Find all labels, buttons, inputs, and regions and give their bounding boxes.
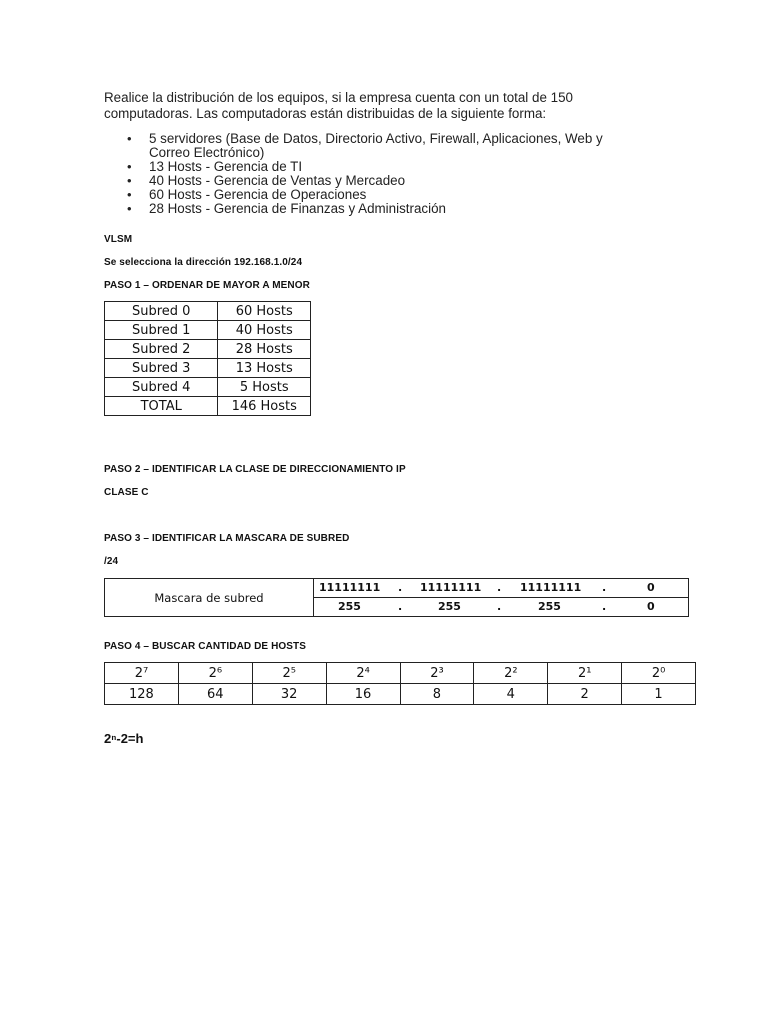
table-row bbox=[105, 397, 311, 416]
requirements-list bbox=[104, 132, 684, 216]
power-exponent: 2³ bbox=[400, 663, 474, 684]
list-item bbox=[149, 132, 684, 160]
power-value: 1 bbox=[622, 684, 696, 705]
table-row bbox=[105, 579, 689, 598]
subnet-name: TOTAL bbox=[105, 397, 218, 416]
mask-cell: . bbox=[497, 581, 502, 594]
power-exponent: 2⁷ bbox=[105, 663, 179, 684]
list-item-text: • 5 servidores (Base de Datos, Directorio Activo, Firewall, Aplicaciones, Web y bbox=[149, 131, 603, 146]
mask-cell: 255 bbox=[438, 600, 461, 613]
subnet-hosts: 60 Hosts bbox=[218, 302, 311, 321]
mask-cell: 255 bbox=[338, 600, 361, 613]
mask-cell: . bbox=[398, 600, 403, 613]
subnet-hosts: 28 Hosts bbox=[218, 340, 311, 359]
mask-cell: . bbox=[497, 600, 502, 613]
subnet-name: Subred 4 bbox=[105, 378, 218, 397]
heading-paso2: PASO 2 – IDENTIFICAR LA CLASE DE DIRECCIONAMIENTO IP bbox=[104, 464, 406, 475]
subnet-table bbox=[104, 301, 311, 416]
subnet-name: Subred 0 bbox=[105, 302, 218, 321]
mask-cell: . bbox=[602, 600, 607, 613]
list-item: • 60 Hosts - Gerencia de Operaciones bbox=[149, 188, 684, 202]
heading-address: Se selecciona la dirección 192.168.1.0/24 bbox=[104, 257, 303, 268]
power-value: 128 bbox=[105, 684, 179, 705]
subnet-name: Subred 3 bbox=[105, 359, 218, 378]
power-value: 4 bbox=[474, 684, 548, 705]
power-exponent: 2² bbox=[474, 663, 548, 684]
subnet-hosts: 13 Hosts bbox=[218, 359, 311, 378]
mask-cell: 11111111 bbox=[420, 581, 482, 594]
mask-label: Mascara de subred bbox=[105, 579, 314, 617]
table-row bbox=[105, 359, 311, 378]
subnet-hosts: 5 Hosts bbox=[218, 378, 311, 397]
power-value: 64 bbox=[178, 684, 252, 705]
power-exponent: 2⁵ bbox=[252, 663, 326, 684]
heading-paso4: PASO 4 – BUSCAR CANTIDAD DE HOSTS bbox=[104, 641, 307, 652]
power-value: 32 bbox=[252, 684, 326, 705]
mask-binary-row bbox=[314, 579, 689, 598]
mask-table bbox=[104, 578, 689, 617]
table-row bbox=[105, 684, 696, 705]
heading-clase: CLASE C bbox=[104, 487, 149, 498]
power-value: 2 bbox=[548, 684, 622, 705]
powers-table bbox=[104, 662, 696, 705]
mask-cell: 11111111 bbox=[520, 581, 582, 594]
mask-cell: 0 bbox=[647, 581, 655, 594]
hosts-formula: 2ⁿ-2=h bbox=[104, 731, 144, 746]
power-value: 8 bbox=[400, 684, 474, 705]
mask-cell: . bbox=[398, 581, 403, 594]
intro-text bbox=[104, 90, 684, 216]
intro-line-1: Realice la distribución de los equipos, si la empresa cuenta con un total de 150 bbox=[104, 90, 573, 105]
mask-decimal-row bbox=[314, 598, 689, 617]
mask-cell: . bbox=[602, 581, 607, 594]
heading-prefix: /24 bbox=[104, 556, 119, 567]
power-exponent: 2⁰ bbox=[622, 663, 696, 684]
table-row bbox=[105, 302, 311, 321]
list-item-text-cont: Correo Electrónico) bbox=[149, 145, 265, 160]
subnet-hosts: 40 Hosts bbox=[218, 321, 311, 340]
subnet-name: Subred 1 bbox=[105, 321, 218, 340]
table-row bbox=[105, 663, 696, 684]
list-item: • 28 Hosts - Gerencia de Finanzas y Administración bbox=[149, 202, 684, 216]
power-exponent: 2⁴ bbox=[326, 663, 400, 684]
power-value: 16 bbox=[326, 684, 400, 705]
heading-paso3: PASO 3 – IDENTIFICAR LA MASCARA DE SUBRED bbox=[104, 533, 350, 544]
table-row bbox=[105, 378, 311, 397]
heading-paso1: PASO 1 – ORDENAR DE MAYOR A MENOR bbox=[104, 280, 310, 291]
mask-cell: 11111111 bbox=[319, 581, 381, 594]
subnet-name: Subred 2 bbox=[105, 340, 218, 359]
intro-line-2: computadoras. Las computadoras están distribuidas de la siguiente forma: bbox=[104, 106, 547, 121]
subnet-hosts: 146 Hosts bbox=[218, 397, 311, 416]
power-exponent: 2¹ bbox=[548, 663, 622, 684]
list-item: • 13 Hosts - Gerencia de TI bbox=[149, 160, 684, 174]
table-row bbox=[105, 340, 311, 359]
table-row bbox=[105, 321, 311, 340]
mask-cell: 255 bbox=[538, 600, 561, 613]
power-exponent: 2⁶ bbox=[178, 663, 252, 684]
mask-cell: 0 bbox=[647, 600, 655, 613]
list-item: • 40 Hosts - Gerencia de Ventas y Mercadeo bbox=[149, 174, 684, 188]
heading-vlsm: VLSM bbox=[104, 234, 133, 245]
